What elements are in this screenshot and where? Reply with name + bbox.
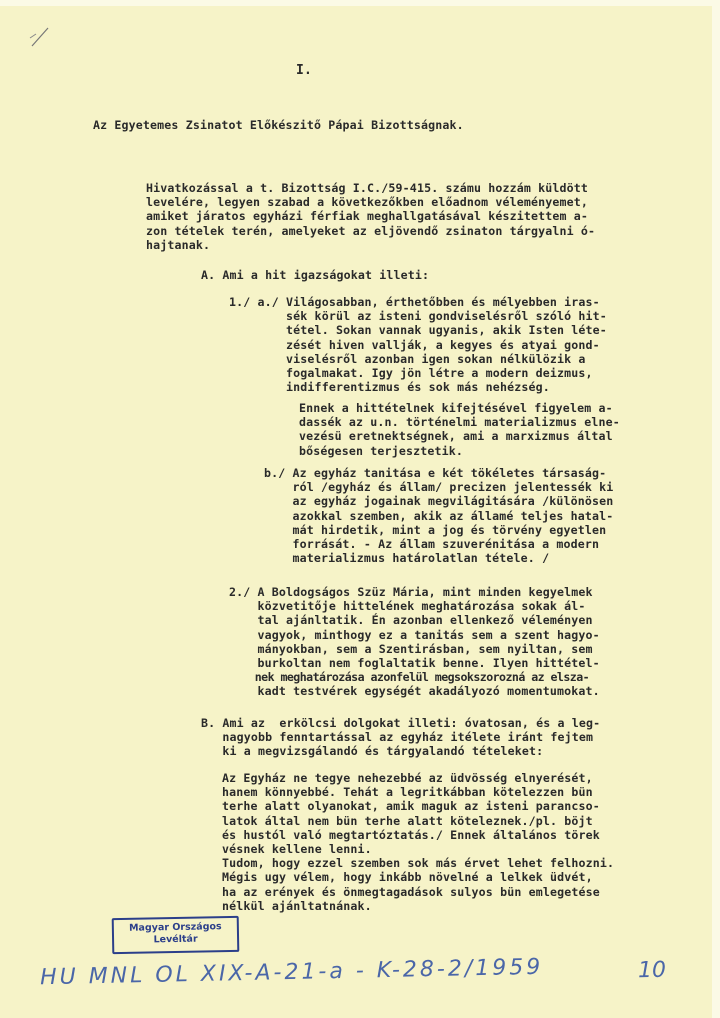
text-line: vagyok, minthogy ez a tanitás sem a szent hagyo- [229,627,600,642]
item-2 [229,585,600,699]
item-1a [229,295,607,394]
text-line: 1./ a./ Világosabban, érthetőbben és mélyebben iras- [229,295,600,309]
item-1b [264,466,613,565]
text-line: mányokban, sem a Szentirásban, sem nyiltan, sem [229,641,593,656]
text-line: dassék az u.n. történelmi materializmus elne- [299,415,620,430]
text-line: ha az erények és önmegtagadások sulyos bün emlegetése [222,884,600,899]
text-line: viselésről azonban igen sokan nélkülözik a [229,351,586,366]
text-line: sék körül az isteni gondviselésről szóló hit- [229,309,607,324]
text-line: mát hirdetik, mint a jog és törvény egyetlen [264,522,607,537]
text-line: hajtanak. [146,237,211,252]
section-a-heading: A. Ami a hit igazságokat illeti: [201,268,430,282]
text-line: közvetitője hittelének meghatározása sokak ál- [229,599,586,614]
archive-stamp [112,916,240,954]
text-line: ról /egyház és állam/ precizen jelentessék ki [264,480,614,495]
text-line: tétel. Sokan vannak ugyanis, akik Isten léte- [229,323,607,338]
section-b-heading [201,716,600,759]
stamp-line: Magyar Országos [128,921,222,934]
text-line: materializmus határolatlan tétele. / [264,551,550,566]
text-line: Ennek a hittételnek kifejtésével figyelem a- [299,401,613,415]
text-line: b./ Az egyház tanitása e két tökéletes társaság- [264,466,607,480]
text-line: Mégis ugy vélem, hogy inkább növelné a lelkek üdvét, [222,870,593,885]
text-line: Hivatkozással a t. Bizottság I.C./59-415. számu hozzám küldött [146,181,589,195]
text-line: levelére, legyen szabad a következőkben előadnom véleményemet, [146,195,589,210]
text-line: 2./ A Boldogságos Szüz Mária, mint minden kegyelmek [229,585,593,599]
text-line: vezésü eretnektségnek, ami a marxizmus által [299,429,613,444]
text-line: az egyház jogainak megvilágitására /különösen [264,494,614,509]
item-1a-continuation [299,401,620,458]
text-line: amiket járatos egyházi férfiak meghallgatásával készitettem a- [146,209,589,224]
archive-page-number: 10 [637,957,667,984]
text-line: zon tételek terén, amelyeket az eljövendő zsinaton tárgyalni ó- [146,223,596,238]
document-title: Az Egyetemes Zsinatot Előkészitő Pápai Bizottságnak. [93,118,464,132]
text-line: nagyobb fenntartással az egyház itélete iránt fejtem [201,730,594,745]
text-line: burkoltan nem foglaltatik benne. Ilyen hittétel- [229,656,600,671]
text-line: bőségesen terjesztetik. [299,443,463,458]
stamp-line: Levéltár [153,933,198,946]
section-b-body [222,771,614,913]
text-line: azokkal szemben, akik az államé teljes hatal- [264,508,614,523]
page-edge-right [712,0,720,1018]
intro-paragraph [146,181,595,252]
text-line: Tudom, hogy ezzel szemben sok más érvet lehet felhozni. [222,856,615,871]
text-line: nélkül ajánltatnának. [222,898,372,913]
text-line: B. Ami az erkölcsi dolgokat illeti: óvatosan, és a leg- [201,716,601,730]
text-line: indifferentizmus és sok más nehézség. [229,380,550,395]
text-line: fogalmakat. Igy jön létre a modern deizmus, [229,366,593,381]
text-line: terhe alatt olyanokat, amik maguk az isteni parancso- [222,799,600,814]
text-line: kadt testvérek egységét akadályozó momentumokat. [229,684,600,699]
archive-reference: HU MNL OL XIX-A-21-a - K-28-2/1959 [39,954,544,991]
text-line: forrását. - Az állam szuverénitása a modern [264,537,600,552]
text-line: ki a megvizsgálandó és tárgyalandó tételeket: [201,744,544,759]
text-line: tal ajánltatik. Én azonban ellenkező véleményen [229,613,593,628]
page-edge-top [0,0,720,6]
text-line: latok által nem bün terhe alatt köteleznek./pl. böjt [222,813,593,828]
pencil-mark [28,24,52,50]
text-line: hanem könnyebbé. Tehát a legritkábban kötelezzen bün [222,785,593,800]
text-line: és hustól való megtartóztatás./ Ennek általános törek [222,827,600,842]
text-line: vésnek kellene lenni. [222,842,372,857]
text-line: zését hiven vallják, a kegyes és atyai gond- [229,337,600,352]
text-line: Az Egyház ne tegye nehezebbé az üdvösség elnyerését, [222,771,593,785]
page-number: I. [296,63,312,78]
text-line: nek meghatározása azonfelül megsokszorozná az elsza- [229,670,590,685]
